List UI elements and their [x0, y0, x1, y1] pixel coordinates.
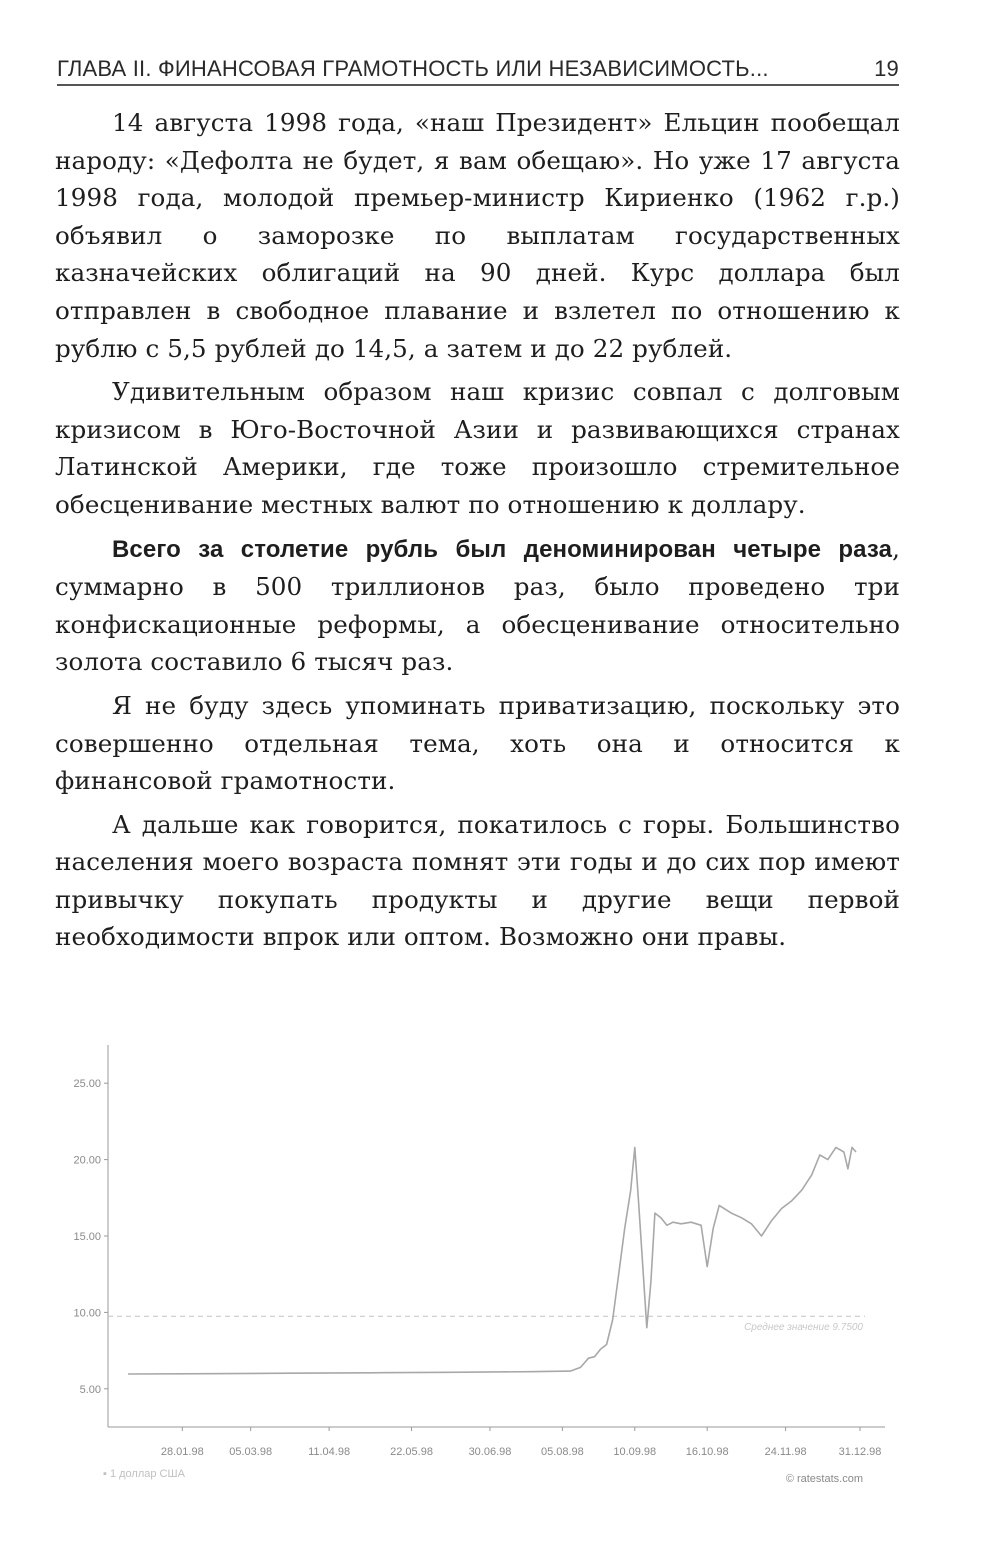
y-tick-label: 5.00	[79, 1383, 101, 1396]
paragraph: 14 августа 1998 года, «наш Президент» Ельцин пообещал народу: «Дефолта не будет, я вам обещаю». Но уже 17 августа 1998 года, молодой премьер-министр Кириенко (1962 г.р.) объявил о заморозке по выплатам государственных казначейских облигаций на 90 дней. Курс доллара был отправлен в свободное плавание и взлетел по отношению к рублю с 5,5 рублей до 14,5, а затем и до 22 рублей.	[55, 108, 900, 363]
x-tick-label: 05.03.98	[229, 1446, 273, 1458]
source-credit: © ratestats.com	[785, 1473, 863, 1485]
y-tick-label: 15.00	[73, 1231, 101, 1243]
paragraph: Удивительным образом наш кризис совпал с долговым кризисом в Юго-Восточной Азии и развивающихся странах Латинской Америки, где тоже произошло стремительное обесценивание местных валют по отношению к доллару.	[55, 377, 900, 519]
x-tick-label: 16.10.98	[685, 1446, 729, 1458]
paragraph: Всего за столетие рубль был деноминирован четыре раза, суммарно в 500 триллионов раз, было проведено три конфискационные реформы, а обесценивание относительно золота составило 6 тысяч раз.	[55, 533, 900, 677]
body-text	[55, 104, 900, 962]
page-number: 19	[874, 56, 899, 81]
x-tick-label: 10.09.98	[613, 1446, 657, 1458]
chapter-title: ГЛАВА II. ФИНАНСОВАЯ ГРАМОТНОСТЬ ИЛИ НЕЗАВИСИМОСТЬ...	[57, 56, 769, 81]
header-rule	[57, 84, 899, 86]
running-header	[57, 56, 899, 82]
x-tick-label: 30.06.98	[468, 1446, 512, 1458]
y-tick-label: 10.00	[73, 1307, 101, 1320]
x-tick-label: 05.08.98	[540, 1446, 584, 1458]
y-tick-label: 25.00	[73, 1078, 101, 1091]
x-tick-label: 24.11.98	[764, 1446, 807, 1458]
series-line-usd	[128, 1147, 856, 1374]
bold-emphasis: Всего за столетие рубль был деноминирован четыре раза	[112, 535, 893, 563]
paragraph: А дальше как говорится, покатилось с горы. Большинство населения моего возраста помнят эти годы и до сих пор имеют привычку покупать продукты и другие вещи первой необходимости впрок или оптом. Возможно они правы.	[55, 809, 900, 952]
average-label: Среднее значение 9.7500	[744, 1322, 863, 1334]
legend-label: ▪ 1 доллар США	[103, 1468, 185, 1480]
y-tick-label: 20.00	[73, 1154, 101, 1167]
x-tick-label: 28.01.98	[160, 1446, 204, 1458]
x-tick-label: 11.04.98	[308, 1446, 351, 1458]
paragraph: Я не буду здесь упоминать приватизацию, поскольку это совершенно отдельная тема, хоть она и относится к финансовой грамотности.	[55, 690, 900, 796]
x-tick-label: 22.05.98	[390, 1446, 433, 1458]
usd-rub-rate-chart	[0, 1030, 1000, 1500]
x-tick-label: 31.12.98	[838, 1446, 882, 1458]
